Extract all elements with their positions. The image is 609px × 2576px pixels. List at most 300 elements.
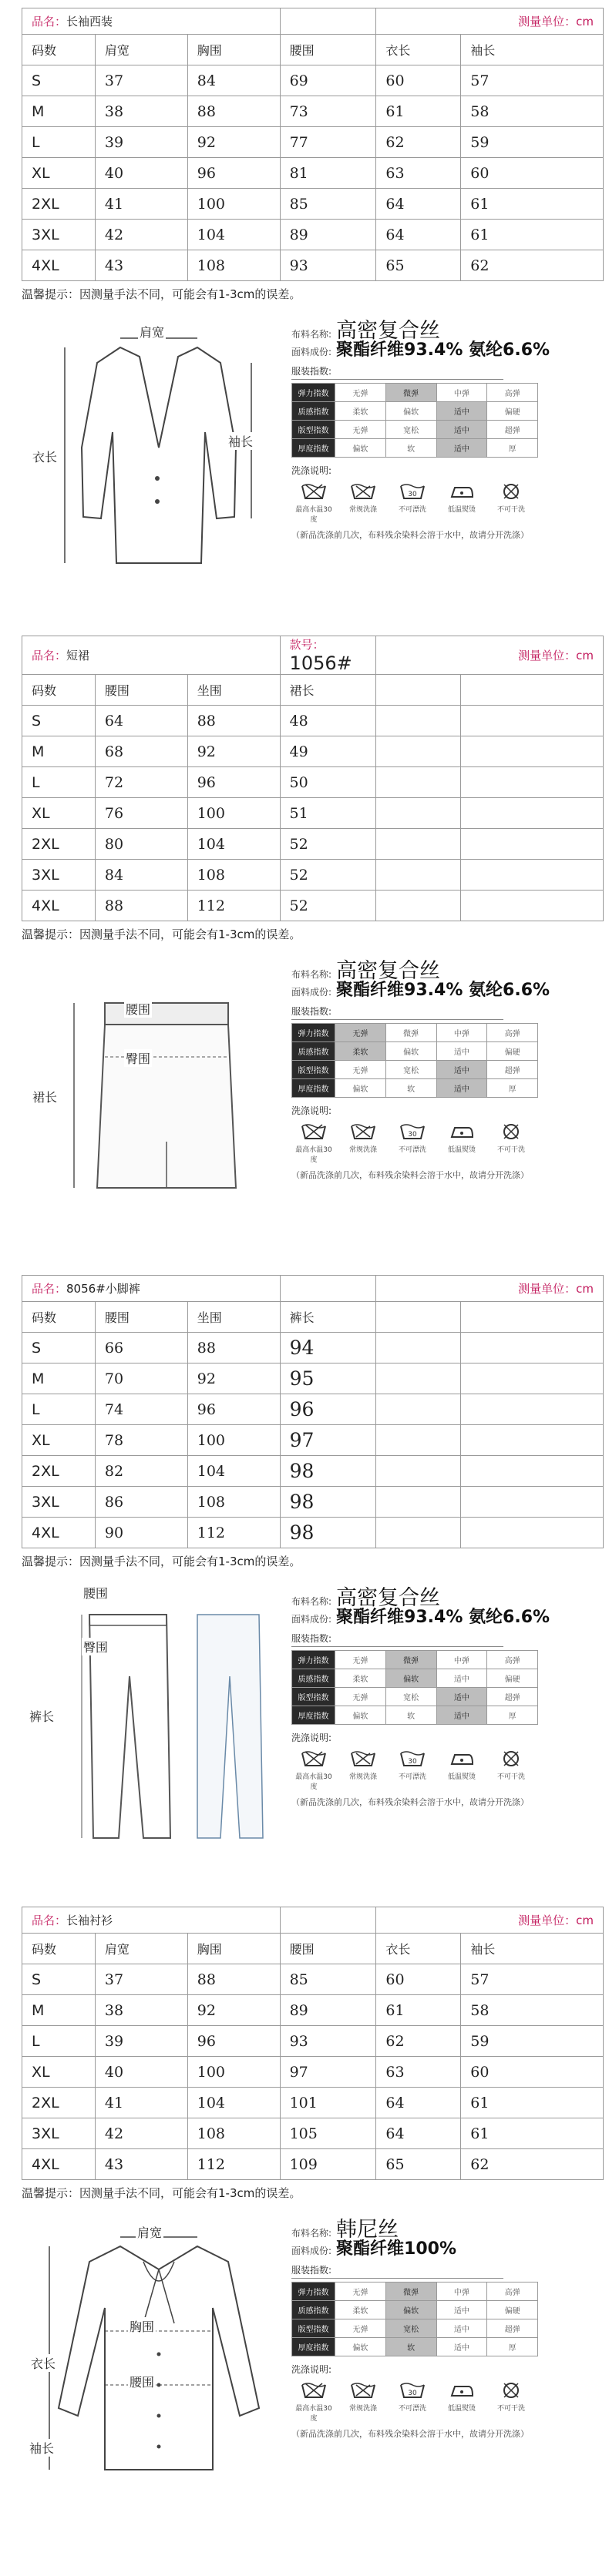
index-option: 无弹 (335, 2319, 386, 2338)
table-row (22, 829, 604, 860)
table-row (22, 2118, 604, 2149)
table-cell: S (22, 65, 96, 96)
table-cell (376, 706, 461, 736)
index-name: 质感指数 (292, 1669, 335, 1688)
table-cell: 60 (461, 158, 604, 189)
diagram-label: 臀围 (124, 1049, 152, 1067)
index-option: 软 (385, 1079, 436, 1098)
diagram-label: 裙长 (31, 1088, 59, 1105)
column-header (461, 1302, 604, 1333)
wash-symbol (442, 2380, 481, 2423)
table-cell: 85 (280, 1964, 376, 1995)
max-30-degree-wash-icon (294, 1749, 333, 1769)
table-cell (376, 1394, 461, 1425)
table-cell: 50 (280, 767, 376, 798)
product-code-cell (280, 1907, 376, 1934)
svg-text:30: 30 (408, 491, 417, 498)
index-option: 偏软 (335, 439, 386, 458)
table-cell (376, 736, 461, 767)
index-option: 适中 (436, 1669, 487, 1688)
index-title: 服装指数: (291, 2263, 503, 2279)
column-header: 码数 (22, 1302, 96, 1333)
table-cell: 92 (187, 1363, 280, 1394)
no-dry-clean-icon (492, 1749, 530, 1769)
product-name-cell (22, 1907, 281, 1934)
index-option: 厚 (487, 1079, 538, 1098)
table-cell: 61 (376, 96, 461, 127)
table-cell: 3XL (22, 220, 96, 250)
table-cell (376, 1456, 461, 1487)
table-cell: 77 (280, 127, 376, 158)
table-header-bar (22, 8, 604, 35)
table-cell: 64 (376, 220, 461, 250)
wash-symbol (393, 481, 432, 524)
wash-label: 最高水温30度 (295, 2405, 332, 2423)
index-row (292, 384, 538, 402)
table-cell: 40 (95, 158, 187, 189)
index-title: 服装指数: (291, 364, 503, 380)
table-cell: 78 (95, 1425, 187, 1456)
index-option: 适中 (436, 1079, 487, 1098)
table-cell: 104 (187, 1456, 280, 1487)
product-name-cell (22, 1276, 281, 1302)
table-cell: 92 (187, 1995, 280, 2026)
table-cell (376, 891, 461, 921)
index-name: 质感指数 (292, 1042, 335, 1061)
table-cell (376, 1518, 461, 1548)
table-cell: XL (22, 2057, 96, 2088)
index-option: 偏硬 (487, 1669, 538, 1688)
table-cell (461, 736, 604, 767)
table-cell: 108 (187, 1487, 280, 1518)
index-name: 版型指数 (292, 1061, 335, 1079)
index-row (292, 1706, 538, 1725)
blazer-illustration (28, 317, 282, 605)
no-bleach-icon (393, 2380, 432, 2400)
size-section-2 (0, 636, 609, 1265)
table-cell: 59 (461, 2026, 604, 2057)
table-cell: 72 (95, 767, 187, 798)
table-cell (461, 1456, 604, 1487)
table-cell (461, 706, 604, 736)
table-row (22, 189, 604, 220)
diagram-label: 胸围 (128, 2317, 156, 2335)
index-row (292, 439, 538, 458)
size-table (22, 8, 604, 281)
wash-symbol (492, 1122, 530, 1164)
measurement-note: 温馨提示：因测量手法不同，可能会有1-3cm的误差。 (22, 2186, 301, 2200)
index-option: 偏软 (385, 1669, 436, 1688)
table-cell: L (22, 1394, 96, 1425)
table-cell (461, 1487, 604, 1518)
table-cell: 4XL (22, 1518, 96, 1548)
table-row (22, 2088, 604, 2118)
table-cell: 101 (280, 2088, 376, 2118)
table-row (22, 798, 604, 829)
index-option: 超弹 (487, 1061, 538, 1079)
index-option: 厚 (487, 1706, 538, 1725)
wash-title: 洗涤说明: (291, 1105, 332, 1116)
table-cell: 52 (280, 860, 376, 891)
table-cell: 96 (280, 1394, 376, 1425)
table-cell: 108 (187, 860, 280, 891)
table-cell: S (22, 1333, 96, 1363)
table-cell: 64 (376, 2118, 461, 2149)
wash-symbol (442, 481, 481, 524)
table-row (22, 158, 604, 189)
table-cell (461, 891, 604, 921)
fabric-name: 韩尼丝 (336, 2218, 399, 2242)
fabric-comp-row (291, 1604, 600, 1627)
table-cell: 61 (461, 2118, 604, 2149)
index-row (292, 1042, 538, 1061)
table-cell: 57 (461, 65, 604, 96)
wash-label: 低温熨烫 (447, 2405, 476, 2413)
index-option: 高弹 (487, 2283, 538, 2301)
normal-wash-icon (344, 481, 382, 501)
table-cell: M (22, 1363, 96, 1394)
index-option: 宽松 (385, 1061, 436, 1079)
wash-label: 低温熨烫 (447, 1146, 476, 1154)
table-row (22, 1425, 604, 1456)
wash-symbol (294, 2380, 333, 2423)
table-cell: 60 (461, 2057, 604, 2088)
column-header: 袖长 (461, 1934, 604, 1964)
diagram-label: 腰围 (128, 2373, 156, 2390)
column-header-row (22, 1934, 604, 1964)
low-iron-icon (442, 1749, 481, 1769)
table-cell: 96 (187, 2026, 280, 2057)
table-cell (461, 1394, 604, 1425)
index-option: 无弹 (335, 384, 386, 402)
column-header: 胸围 (187, 1934, 280, 1964)
index-option: 宽松 (385, 2319, 436, 2338)
index-option: 柔软 (335, 402, 386, 421)
table-cell (376, 1425, 461, 1456)
index-name: 质感指数 (292, 2301, 335, 2319)
index-option: 柔软 (335, 1669, 386, 1688)
table-cell: 100 (187, 798, 280, 829)
diagram-label: 衣长 (29, 2354, 57, 2372)
column-header: 码数 (22, 35, 96, 65)
index-option: 无弹 (335, 1688, 386, 1706)
normal-wash-icon (344, 1122, 382, 1142)
index-option: 宽松 (385, 1688, 436, 1706)
unit-label: 测量单位：cm (518, 649, 594, 662)
fabric-name-label: 布料名称: (291, 329, 332, 340)
diagram-label: 臀围 (82, 1638, 109, 1655)
unit-label: 测量单位：cm (518, 15, 594, 29)
table-cell: 76 (95, 798, 187, 829)
fabric-comp-row (291, 977, 600, 1000)
wash-icons (294, 1122, 600, 1164)
table-row (22, 1487, 604, 1518)
table-cell: M (22, 96, 96, 127)
product-name-cell (22, 8, 281, 35)
index-row (292, 2338, 538, 2356)
diagram-label: 袖长 (227, 432, 254, 450)
table-cell (376, 1363, 461, 1394)
pants-illustration (28, 1584, 282, 1872)
unit-cell (376, 8, 604, 35)
fabric-comp-row (291, 2236, 600, 2259)
size-section-3 (0, 1275, 609, 1892)
wash-label: 不可干洗 (496, 1146, 525, 1154)
fabric-name: 高密复合丝 (336, 1586, 441, 1610)
max-30-degree-wash-icon (294, 1122, 333, 1142)
diagram-label: 裤长 (28, 1707, 56, 1725)
product-code-cell (280, 636, 376, 675)
max-30-degree-wash-icon (294, 2380, 333, 2400)
index-option: 偏软 (335, 1079, 386, 1098)
table-row (22, 1394, 604, 1425)
wash-label: 最高水温30度 (295, 1773, 332, 1791)
index-row (292, 1061, 538, 1079)
table-cell: 95 (280, 1363, 376, 1394)
table-cell: 88 (95, 891, 187, 921)
index-option: 中弹 (436, 1651, 487, 1669)
table-cell: 84 (95, 860, 187, 891)
table-cell: 92 (187, 127, 280, 158)
table-cell: 93 (280, 250, 376, 281)
column-header: 腰围 (95, 1302, 187, 1333)
table-cell: 3XL (22, 860, 96, 891)
table-cell: 42 (95, 220, 187, 250)
table-cell: 62 (376, 2026, 461, 2057)
index-row (292, 1079, 538, 1098)
index-row (292, 1669, 538, 1688)
wash-label: 最高水温30度 (295, 506, 332, 524)
unit-label: 测量单位：cm (518, 1282, 594, 1296)
table-cell: 63 (376, 158, 461, 189)
index-option: 中弹 (436, 1024, 487, 1042)
details-area (0, 301, 609, 625)
index-option: 柔软 (335, 1042, 386, 1061)
table-cell: 100 (187, 1425, 280, 1456)
table-cell: L (22, 767, 96, 798)
table-row (22, 891, 604, 921)
table-cell: 108 (187, 2118, 280, 2149)
fabric-composition: 聚酯纤维100% (336, 2239, 457, 2259)
fabric-panel (291, 1581, 600, 1808)
table-cell: 89 (280, 1995, 376, 2026)
index-option: 偏软 (385, 402, 436, 421)
low-iron-icon (442, 2380, 481, 2400)
diagram-label: 袖长 (28, 2439, 56, 2457)
table-cell: 104 (187, 2088, 280, 2118)
table-cell: 61 (461, 2088, 604, 2118)
index-option: 适中 (436, 1688, 487, 1706)
wash-symbol (344, 1122, 382, 1164)
table-cell: 74 (95, 1394, 187, 1425)
size-section-4 (0, 1907, 609, 2524)
table-cell: 52 (280, 829, 376, 860)
table-cell: L (22, 2026, 96, 2057)
table-row (22, 1456, 604, 1487)
fabric-comp-row (291, 337, 600, 360)
table-cell: 97 (280, 2057, 376, 2088)
table-cell: 61 (461, 220, 604, 250)
table-cell: 65 (376, 250, 461, 281)
table-cell: 88 (187, 1333, 280, 1363)
table-cell: 57 (461, 1964, 604, 1995)
table-cell: 41 (95, 189, 187, 220)
table-cell: S (22, 1964, 96, 1995)
index-option: 无弹 (335, 2283, 386, 2301)
table-cell (461, 1333, 604, 1363)
column-header: 坐围 (187, 1302, 280, 1333)
diagram-label: 肩宽 (138, 323, 166, 340)
index-option: 高弹 (487, 1651, 538, 1669)
table-cell: 58 (461, 1995, 604, 2026)
table-cell: 64 (376, 2088, 461, 2118)
table-row (22, 706, 604, 736)
wash-note: （新品洗涤前几次，布料残余染料会溶于水中，故请分开洗涤） (291, 530, 529, 540)
product-name: 短裙 (66, 649, 90, 662)
column-header: 腰围 (95, 675, 187, 706)
garment-index-table (291, 2282, 538, 2356)
table-cell: 98 (280, 1456, 376, 1487)
index-row (292, 2319, 538, 2338)
table-cell: XL (22, 1425, 96, 1456)
table-row (22, 1995, 604, 2026)
table-cell: 96 (187, 1394, 280, 1425)
wash-symbol (492, 1749, 530, 1791)
column-header: 裤长 (280, 1302, 376, 1333)
fabric-comp-label: 面料成份: (291, 2246, 332, 2256)
index-name: 厚度指数 (292, 439, 335, 458)
table-cell: S (22, 706, 96, 736)
fabric-panel (291, 2212, 600, 2440)
wash-symbol (492, 2380, 530, 2423)
table-row (22, 250, 604, 281)
wash-icons (294, 1749, 600, 1791)
table-cell: 48 (280, 706, 376, 736)
table-cell: 4XL (22, 250, 96, 281)
wash-label: 不可漂洗 (398, 2405, 426, 2413)
table-row (22, 1363, 604, 1394)
table-cell: 49 (280, 736, 376, 767)
table-row (22, 1518, 604, 1548)
no-bleach-icon (393, 481, 432, 501)
table-cell: 41 (95, 2088, 187, 2118)
index-option: 超弹 (487, 421, 538, 439)
table-cell: 98 (280, 1518, 376, 1548)
index-option: 偏软 (335, 2338, 386, 2356)
wash-symbol (442, 1122, 481, 1164)
index-option: 微弹 (385, 1024, 436, 1042)
column-header: 肩宽 (95, 35, 187, 65)
table-row (22, 1333, 604, 1363)
fabric-comp-label: 面料成份: (291, 987, 332, 998)
wash-label: 低温熨烫 (447, 506, 476, 514)
fabric-name-label: 布料名称: (291, 1596, 332, 1607)
index-option: 偏硬 (487, 402, 538, 421)
wash-label: 常规洗涤 (348, 1773, 377, 1781)
index-option: 超弹 (487, 2319, 538, 2338)
column-header: 衣长 (376, 35, 461, 65)
table-cell (461, 798, 604, 829)
table-cell: 37 (95, 1964, 187, 1995)
index-option: 无弹 (335, 1024, 386, 1042)
unit-cell (376, 636, 604, 675)
table-cell: 104 (187, 829, 280, 860)
index-option: 厚 (487, 2338, 538, 2356)
fabric-panel (291, 314, 600, 541)
svg-text:30: 30 (408, 2390, 417, 2397)
table-cell: 104 (187, 220, 280, 250)
table-cell (461, 829, 604, 860)
skirt-illustration (28, 957, 282, 1245)
wash-symbol (393, 2380, 432, 2423)
index-row (292, 2301, 538, 2319)
index-name: 厚度指数 (292, 1706, 335, 1725)
column-header: 码数 (22, 675, 96, 706)
column-header: 码数 (22, 1934, 96, 1964)
garment-diagram (28, 957, 282, 1242)
wash-symbol (294, 1749, 333, 1791)
wash-label: 不可漂洗 (398, 506, 426, 514)
table-header-bar (22, 636, 604, 675)
table-cell: 60 (376, 65, 461, 96)
wash-symbol (344, 1749, 382, 1791)
table-cell: 100 (187, 2057, 280, 2088)
product-label: 品名： (32, 1914, 67, 1927)
wash-label: 不可漂洗 (398, 1146, 426, 1154)
column-header: 袖长 (461, 35, 604, 65)
wash-label: 最高水温30度 (295, 1146, 332, 1164)
index-option: 高弹 (487, 384, 538, 402)
wash-symbol (442, 1749, 481, 1791)
table-cell: 82 (95, 1456, 187, 1487)
fabric-name-label: 布料名称: (291, 969, 332, 980)
garment-index-table (291, 383, 538, 458)
table-cell: 94 (280, 1333, 376, 1363)
product-code-cell (280, 1276, 376, 1302)
table-cell (461, 860, 604, 891)
column-header: 胸围 (187, 35, 280, 65)
wash-symbol (294, 1122, 333, 1164)
garment-index-table (291, 1650, 538, 1725)
table-cell (461, 1425, 604, 1456)
table-cell: 4XL (22, 2149, 96, 2180)
garment-diagram (28, 317, 282, 602)
index-option: 无弹 (335, 1061, 386, 1079)
table-row (22, 220, 604, 250)
index-option: 软 (385, 1706, 436, 1725)
index-row (292, 2283, 538, 2301)
product-label: 品名： (32, 1282, 67, 1296)
index-option: 超弹 (487, 1688, 538, 1706)
wash-symbol (393, 1122, 432, 1164)
index-row (292, 402, 538, 421)
no-dry-clean-icon (492, 1122, 530, 1142)
details-area (0, 941, 609, 1265)
max-30-degree-wash-icon (294, 481, 333, 501)
index-option: 偏硬 (487, 1042, 538, 1061)
table-cell: 84 (187, 65, 280, 96)
index-option: 微弹 (385, 2283, 436, 2301)
index-option: 适中 (436, 2301, 487, 2319)
table-cell: 86 (95, 1487, 187, 1518)
index-option: 软 (385, 439, 436, 458)
table-cell: 90 (95, 1518, 187, 1548)
product-name: 8056#小脚裤 (66, 1282, 140, 1296)
index-option: 微弹 (385, 1651, 436, 1669)
index-name: 厚度指数 (292, 1079, 335, 1098)
table-cell (461, 1363, 604, 1394)
size-table (22, 1275, 604, 1548)
